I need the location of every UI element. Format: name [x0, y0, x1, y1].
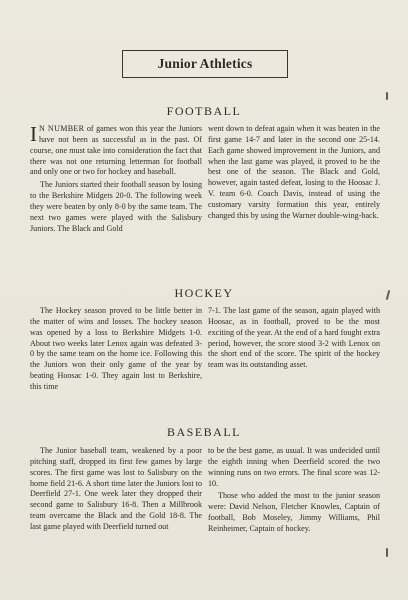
hockey-left-column [30, 306, 202, 393]
baseball-paragraph-2: to be the best game, as usual. It was undecided until the eighth inning when Deerfield scored the two winning runs on two errors. The final score was 12-10. [208, 446, 380, 488]
hockey-paragraph-1: The Hockey season proved to be little better in the matter of wins and losses. The hockey season was opened by a loss to Berkshire Midgets 1-0. About two weeks later Lenox again was defeated 3-0 by the same team on the home ice. Following this the Juniors won their only game of the year by beating Hoosac 1-0. They again lost to Berkshire, this time [30, 306, 202, 391]
football-paragraph-2: The Juniors started their football season by losing to the Berkshire Midgets 20-0. The following week they were beaten by only 8-0 by the same team. The next two games were played with the Salisbury Juniors. The Black and Gold [30, 180, 202, 233]
page-title: Junior Athletics [157, 56, 253, 71]
baseball-left-column [30, 446, 202, 533]
baseball-right-column [208, 446, 380, 535]
football-paragraph-3: went down to defeat again when it was beaten in the first game 14-7 and later in the second one 25-14. Each game showed improvement in the Juniors, and when the last game was played, it proved to be the best one of the season. The Black and Gold, however, again tasted defeat, losing to the Hoosac J. V. team 6-0. Coach Davis, instead of using the customary varsity formation this year, entirely changed this by using the Warner double-wing-back. [208, 124, 380, 220]
football-heading: FOOTBALL [166, 104, 242, 118]
hockey-right-column [208, 306, 380, 371]
baseball-paragraph-1: The Junior baseball team, weakened by a poor pitching staff, dropped its first few games by large scores. The first game was lost to Salisbury on the home field 21-6. A short time later the Juniors lost to Deerfield 27-1. One week later they dropped their second game to Salisbury 16-8. Then a Millbrook team overcame the Black and the Gold 18-8. The last game played with Deerfield turned out [30, 446, 202, 531]
baseball-heading: BASEBALL [166, 425, 241, 439]
lead-in: N NUMBER [39, 124, 85, 133]
margin-mark [386, 548, 388, 557]
hockey-heading: HOCKEY [174, 286, 234, 300]
hockey-paragraph-2: 7-1. The last game of the season, again played with Hoosac, as in football, proved to be the most exciting of the year. At the end of a hard fought extra period, however, the score stood 3-2 with Lenox on the short end of the score. The spirit of the hockey team was its outstanding asset. [208, 306, 380, 370]
margin-mark [386, 92, 388, 100]
drop-cap: I [30, 122, 37, 146]
football-paragraph-1 [30, 124, 202, 178]
page-title-box [122, 50, 288, 78]
football-left-column [30, 124, 202, 234]
football-right-column [208, 124, 380, 222]
baseball-paragraph-3: Those who added the most to the junior season were: David Nelson, Fletcher Knowles, Captain of football, Bob Moseley, Jimmy Williams, Phil Reinheimer, Captain of hockey. [208, 491, 380, 533]
football-text-1: of games won this year the Juniors have not been as successful as in the past. Of course, one must take into consideration the fact that there was not one returning letterman for football and only one or two for hockey and baseball. [30, 124, 202, 177]
